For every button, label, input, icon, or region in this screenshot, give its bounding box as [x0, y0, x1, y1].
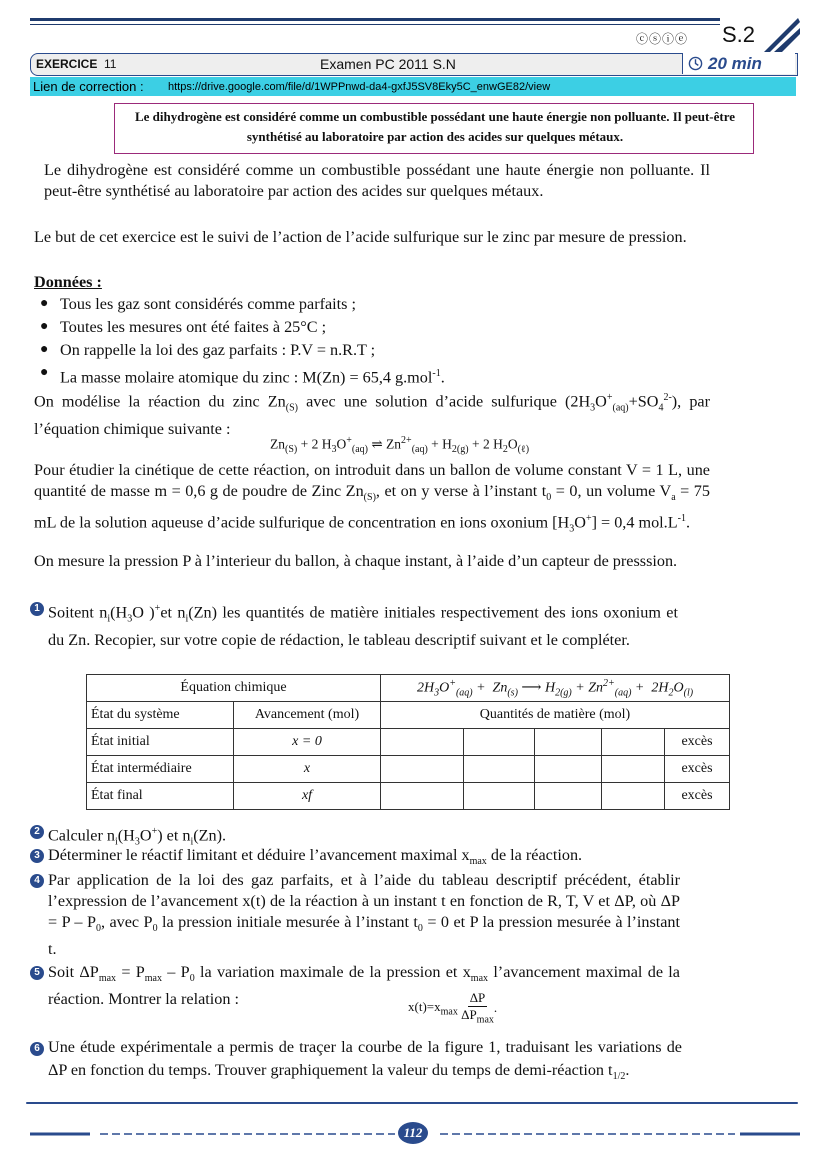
- text: .: [685, 513, 690, 532]
- text: (H: [117, 826, 135, 845]
- text: de la réaction.: [486, 846, 583, 864]
- descriptive-table: [86, 674, 730, 810]
- timer-duration: 20 min: [708, 54, 762, 73]
- text: O: [139, 826, 152, 845]
- header-rule-thin: [30, 24, 720, 25]
- text: Soitent n: [48, 603, 108, 622]
- question-2: Calculer $n_i(H_3O^+)$ et $n_i(Zn)$.: [48, 826, 227, 848]
- punctuation: .: [440, 368, 445, 387]
- text: ] = 0,4 mol.L: [591, 513, 678, 532]
- intro-box-text: Le dihydrogène est considéré comme un combustible possédant une haute énergie non polluante. Il peut-être synthétisé au laboratoire par action des acides sur quelques métaux.: [134, 109, 736, 144]
- relation-formula: $x(t)=x_{max}$ ΔP $\Delta P_{max}$ .: [408, 990, 498, 1026]
- exponent: -1: [432, 368, 441, 379]
- question-1: Soitent $n_i(H_3O$ )+et $n_i(Zn)$ les quantités de matière initiales respectivement des ions oxonium et du Zn. Recopier, sur votre copie de rédaction, le tableau descriptif suivant et le compléter.: [48, 603, 678, 649]
- table-cell-advancement: xf: [234, 783, 381, 810]
- table-cell: [602, 756, 665, 783]
- table-cell: [464, 729, 535, 756]
- text: Par application de la loi des gaz parfaits, et à l’aide du tableau descriptif précédent, établir l’expression de l’avancement x(t) de la réaction à un instant t en fonction de R, T, V et ΔP, où ΔP = P – P: [48, 871, 680, 931]
- text: (Zn).: [193, 826, 227, 845]
- data-item: Tous les gaz sont considérés comme parfaits ;: [60, 295, 357, 313]
- text: Une étude expérimentale a permis de traçer la courbe de la figure 1, traduisant les variations de ΔP en fonction du temps. Trouver graphiquement la valeur du temps de demi-réaction t: [48, 1038, 682, 1079]
- text: ) et n: [157, 826, 191, 845]
- exercise-number: 11: [104, 57, 117, 71]
- text: , avec P: [100, 913, 153, 931]
- paragraph-measure: On mesure la pression P à l’interieur du ballon, à chaque instant, à l’aide d’un capteur de presssion.: [34, 552, 678, 570]
- table-cell: [602, 783, 665, 810]
- table-cell-advancement: x = 0: [234, 729, 381, 756]
- table-cell: [381, 729, 464, 756]
- table-cell: [381, 756, 464, 783]
- text: et n: [160, 603, 186, 622]
- question-number-icon: 4: [30, 874, 44, 888]
- table-header-equation: Équation chimique: [87, 675, 381, 702]
- reaction-equation: $Zn_{(S)} + 2$ $H_3O^+_{(aq)}$ ⇌ $Zn^{2+}_{(aq)} + H_{2(g)} + 2$ $H_2O_{(\ell)}$: [270, 435, 530, 456]
- table-cell: [535, 756, 602, 783]
- table-row: [87, 729, 730, 756]
- table-cell: [464, 756, 535, 783]
- table-header-quantities: Quantités de matière (mol): [381, 702, 730, 729]
- data-title: Données :: [34, 273, 102, 291]
- table-cell-state: État intermédiaire: [87, 756, 234, 783]
- table-row: [87, 756, 730, 783]
- table-cell: [535, 729, 602, 756]
- table-cell-excess: excès: [665, 783, 730, 810]
- clock-icon: [688, 56, 703, 71]
- table-cell-advancement: x: [234, 756, 381, 783]
- bullet-icon: ●: [40, 365, 49, 380]
- data-item: Toutes les mesures ont été faites à 25°C ;: [60, 318, 327, 336]
- paragraph-goal: Le but de cet exercice est le suivi de l’action de l’acide sulfurique sur le zinc par mesure de pression.: [34, 228, 687, 246]
- table-cell-excess: excès: [665, 729, 730, 756]
- text: O ): [132, 603, 155, 622]
- text: Calculer n: [48, 826, 115, 845]
- bullet-icon: ●: [40, 296, 49, 311]
- question-number-icon: 1: [30, 602, 44, 616]
- question-3: Déterminer le réactif limitant et déduire l’avancement maximal $x_{max}$ de la réaction.: [48, 846, 583, 868]
- text: la pression initiale mesurée à l’instant t: [157, 913, 418, 931]
- text: = 0, un volume V: [551, 482, 672, 500]
- sheet-label: S.2: [722, 22, 756, 47]
- table-cell: [535, 783, 602, 810]
- text: O: [595, 392, 607, 411]
- paragraph-model: On modélise la réaction du zinc $Zn_{(S)}$ avec une solution d’acide sulfurique $(2H_3O^+_{(aq)}+SO_4^{2-})$, par l’équation chimique suivante :: [34, 392, 710, 438]
- question-number-icon: 5: [30, 966, 44, 980]
- footer-rule: [26, 1102, 798, 1104]
- header-rule: [30, 18, 720, 21]
- table-cell-state: État final: [87, 783, 234, 810]
- table-cell: [602, 729, 665, 756]
- text: (H: [110, 603, 128, 622]
- molar-mass-text: La masse molaire atomique du zinc : M(Zn) = 65,4 g.mol: [60, 368, 433, 387]
- table-equation-cell: $2H_3O^+_{(aq)} + Zn_{(s)}$ ⟶ $H_{2(g)} + Zn^{2+}_{(aq)} + 2H_2O_{(l)}$: [381, 675, 730, 702]
- text: – P: [161, 963, 190, 981]
- correction-link-label: Lien de correction :: [33, 79, 144, 94]
- text: avec une solution d’acide sulfurique (2H: [297, 392, 591, 411]
- data-item: [60, 363, 445, 388]
- text: Soit ΔP: [48, 963, 99, 981]
- question-6: Une étude expérimentale a permis de traçer la courbe de la figure 1, traduisant les variations de ΔP en fonction du temps. Trouver graphiquement la valeur du temps de demi-réaction $t_{1/2}$.: [48, 1038, 682, 1083]
- table-cell-state: État initial: [87, 729, 234, 756]
- table-cell: [381, 783, 464, 810]
- license-badge: ⓒⓢⓘⓔ: [636, 32, 689, 46]
- text: = P: [116, 963, 145, 981]
- text: (Zn) les quantités de matière initiales respectivement des ions oxonium et du Zn. Recopier, sur votre copie de rédaction, le tableau descriptif suivant et le compléter.: [48, 603, 678, 649]
- table-header-state: État du système: [87, 702, 234, 729]
- question-number-icon: 3: [30, 849, 44, 863]
- text: +SO: [628, 392, 659, 411]
- question-number-icon: 6: [30, 1042, 44, 1056]
- bullet-icon: ●: [40, 342, 49, 357]
- page-number: 112: [398, 1122, 428, 1144]
- text: l’avancement maximal de la réaction. Montrer la relation :: [48, 963, 680, 1009]
- table-header-advancement: Avancement (mol): [234, 702, 381, 729]
- text: Déterminer le réactif limitant et déduire l’avancement maximal x: [48, 846, 470, 864]
- exercise-label: EXERCICE: [36, 57, 98, 71]
- text: = 75 mL de la solution aqueuse d’acide sulfurique de concentration en ions oxonium [H: [34, 482, 710, 532]
- question-5: Soit $\Delta P_{max} = P_{max} - P_0$ la variation maximale de la pression et $x_{max}$ l’avancement maximal de la réaction. Montrer la relation :: [48, 963, 680, 1009]
- question-number-icon: 2: [30, 825, 44, 839]
- text: la variation maximale de la pression et x: [194, 963, 471, 981]
- correction-link[interactable]: https://drive.google.com/file/d/1WPPnwd-da4-gxfJ5SV8Eky5C_enwGE82/view: [168, 81, 551, 93]
- table-cell: [464, 783, 535, 810]
- table-cell-excess: excès: [665, 756, 730, 783]
- paragraph-experiment: Pour étudier la cinétique de cette réaction, on introduit dans un ballon de volume constant V = 1 L, une quantité de masse m = 0,6 g de poudre de Zinc $Zn_{(S)}$, et on y verse à l’instant $t_0 = 0$, un volume $V_a = 75$ mL de la solution aqueuse d’acide sulfurique de concentration en ions oxonium $[H_3O^+] = 0,4$ $mol.L^{-1}$.: [34, 461, 710, 535]
- text: On modélise la réaction du zinc Zn: [34, 392, 286, 411]
- bullet-icon: ●: [40, 319, 49, 334]
- text: ), par l’équation chimique suivante :: [34, 392, 710, 438]
- text: , et on y verse à l’instant t: [375, 482, 547, 500]
- exam-title: Examen PC 2011 S.N: [320, 56, 456, 72]
- text: O: [574, 513, 586, 532]
- table-row: [87, 783, 730, 810]
- text: = 0 et P la pression mesurée à l’instant t.: [48, 913, 681, 959]
- paragraph-intro: Le dihydrogène est considéré comme un combustible possédant une haute énergie non polluante. Il peut-être synthétisé au laboratoire par action des acides sur quelques métaux.: [44, 161, 710, 200]
- text: Pour étudier la cinétique de cette réaction, on introduit dans un ballon de volume constant V = 1 L, une quantité de masse m = 0,6 g de poudre de Zinc Zn: [34, 461, 710, 500]
- data-item: On rappelle la loi des gaz parfaits : P.V = n.R.T ;: [60, 341, 376, 359]
- question-4: Par application de la loi des gaz parfaits, et à l’aide du tableau descriptif précédent, établir l’expression de l’avancement x(t) de la réaction à un instant t en fonction de R, T, V et ΔP, où $\Delta P = P - P_0$, avec $P_0$ la pression initiale mesurée à l’instant $t_0 = 0$ et P la pression mesurée à l’instant t.: [48, 871, 681, 959]
